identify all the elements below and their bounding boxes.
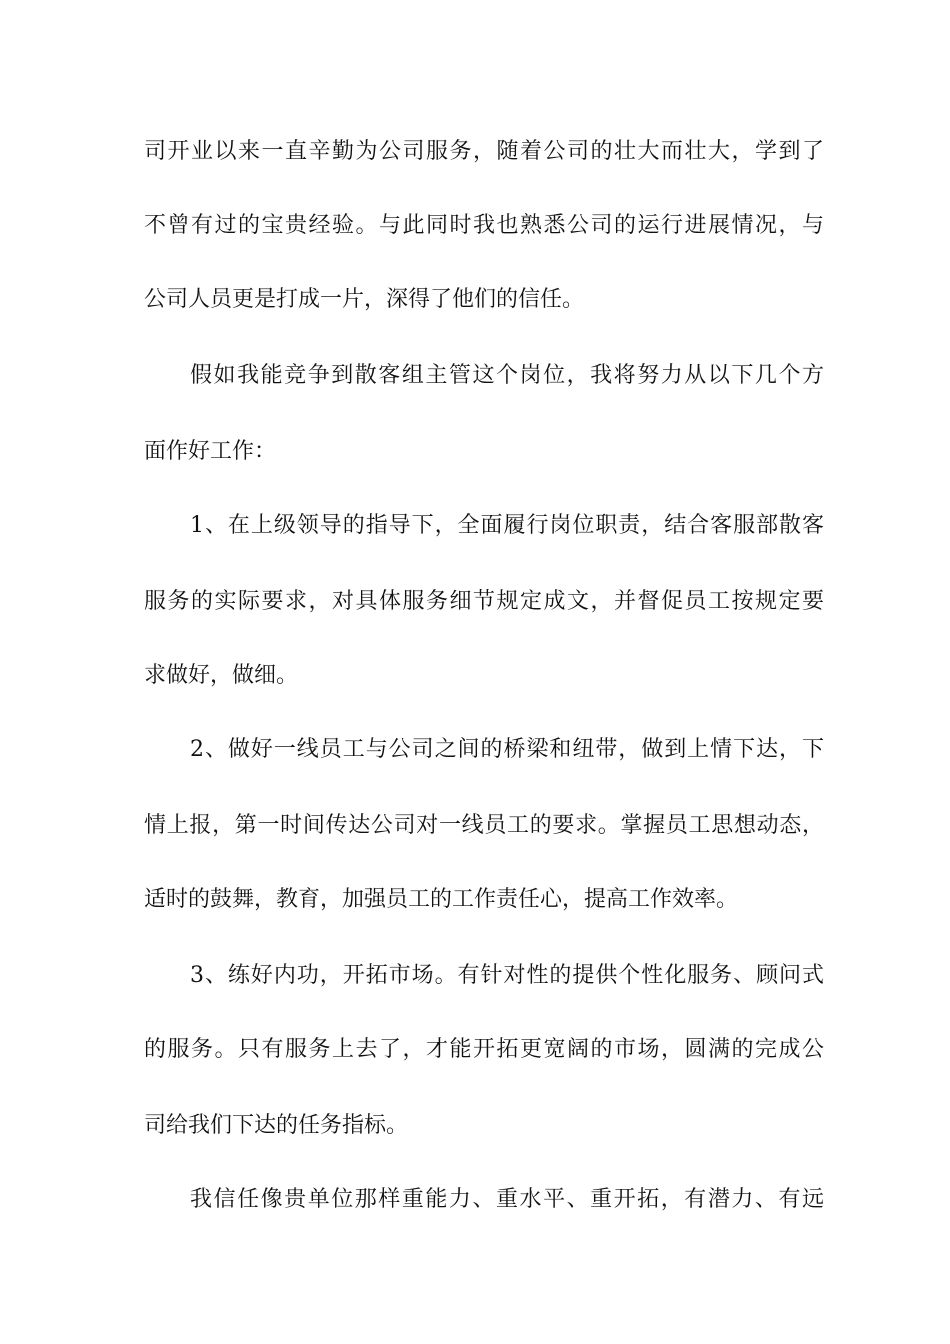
text-line: 司开业以来一直辛勤为公司服务，随着公司的壮大而壮大，学到了: [144, 139, 824, 164]
text-line: 公司人员更是打成一片，深得了他们的信任。: [144, 287, 585, 312]
text-line: 3、练好内功，开拓市场。有针对性的提供个性化服务、顾问式: [190, 963, 824, 988]
text-line: 情上报，第一时间传达公司对一线员工的要求。掌握员工思想动态，: [144, 813, 824, 838]
text-line: 司给我们下达的任务指标。: [144, 1113, 409, 1138]
text-line: 服务的实际要求，对具体服务细节规定成文，并督促员工按规定要: [144, 589, 824, 614]
text-line: 我信任像贵单位那样重能力、重水平、重开拓，有潜力、有远: [190, 1187, 824, 1212]
text-line: 不曾有过的宝贵经验。与此同时我也熟悉公司的运行进展情况，与: [144, 213, 824, 238]
text-line: 求做好，做细。: [144, 663, 299, 688]
text-line: 假如我能竞争到散客组主管这个岗位，我将努力从以下几个方: [190, 363, 824, 388]
text-line: 2、做好一线员工与公司之间的桥梁和纽带，做到上情下达，下: [190, 737, 824, 762]
text-line: 1、在上级领导的指导下，全面履行岗位职责，结合客服部散客: [190, 513, 824, 538]
text-line: 面作好工作：: [144, 439, 277, 464]
text-line: 适时的鼓舞，教育，加强员工的工作责任心，提高工作效率。: [144, 887, 739, 912]
text-line: 的服务。只有服务上去了，才能开拓更宽阔的市场，圆满的完成公: [144, 1037, 824, 1062]
